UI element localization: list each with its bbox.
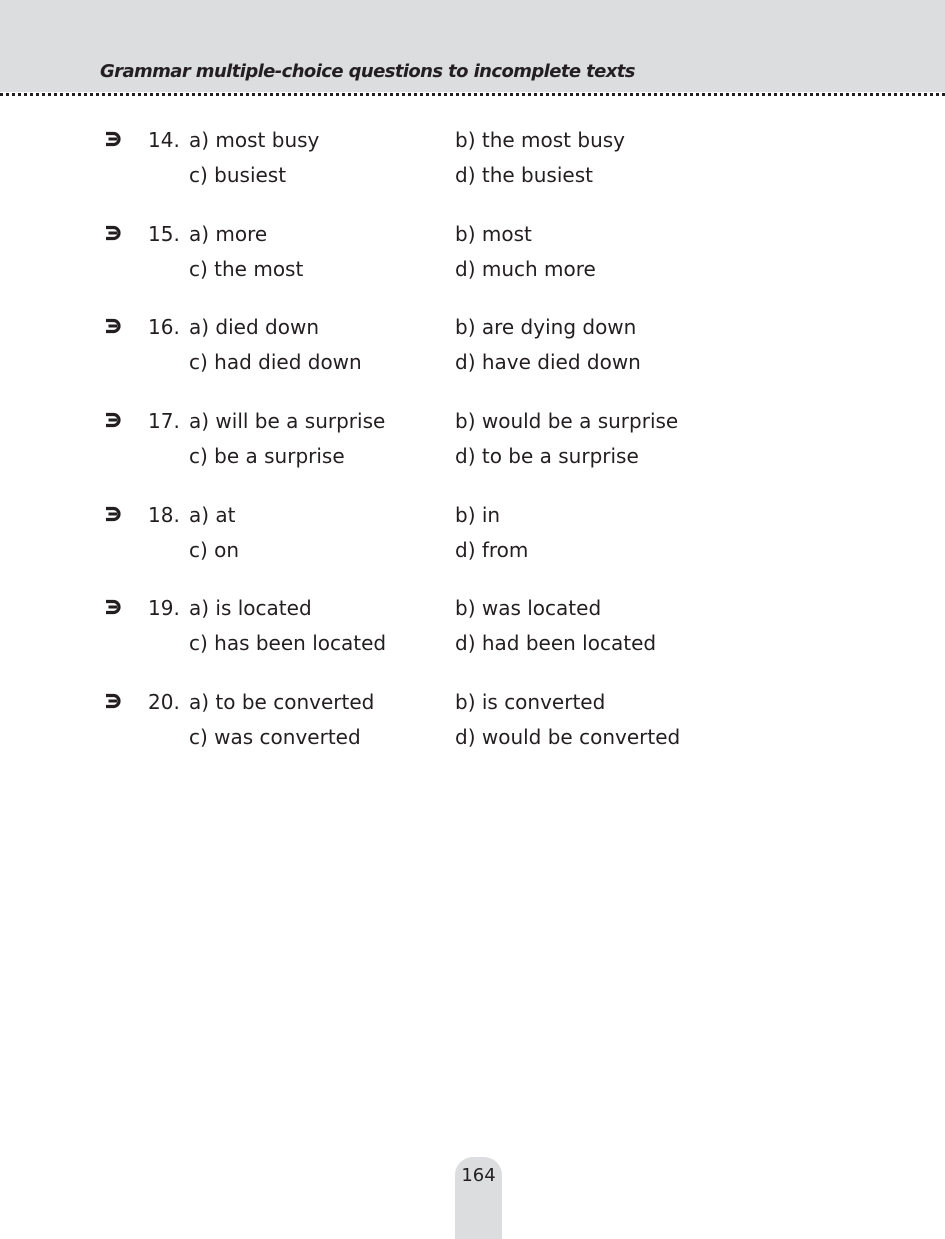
hook-arrow-right-icon [104,691,124,711]
option-b: b) was located [455,596,602,620]
option-c: c) busiest [189,163,287,187]
option-a: a) at [189,503,236,527]
option-b: b) are dying down [455,315,637,339]
option-a: a) more [189,222,268,246]
option-a: a) is located [189,596,312,620]
hook-arrow-right-icon [104,410,124,430]
option-d: d) much more [455,257,596,281]
question-20 [0,689,945,759]
option-c: c) had died down [189,350,362,374]
hook-arrow-right-icon [104,223,124,243]
question-number: 16. [148,315,180,339]
question-18 [0,502,945,572]
option-a: a) died down [189,315,319,339]
option-c: c) on [189,538,240,562]
question-number: 15. [148,222,180,246]
option-a: a) will be a surprise [189,409,386,433]
option-b: b) in [455,503,501,527]
question-number: 18. [148,503,180,527]
option-d: d) had been located [455,631,657,655]
option-d: d) the busiest [455,163,593,187]
option-c: c) was converted [189,725,361,749]
option-b: b) is converted [455,690,606,714]
hook-arrow-right-icon [104,597,124,617]
option-b: b) the most busy [455,128,625,152]
option-d: d) have died down [455,350,641,374]
page-header-title: Grammar multiple-choice questions to incomplete texts [100,61,635,82]
option-d: d) to be a surprise [455,444,639,468]
option-d: d) would be converted [455,725,681,749]
question-number: 20. [148,690,180,714]
question-14 [0,127,945,197]
option-c: c) has been located [189,631,387,655]
question-16 [0,314,945,384]
question-number: 19. [148,596,180,620]
question-number: 14. [148,128,180,152]
question-15 [0,221,945,291]
option-b: b) most [455,222,532,246]
option-b: b) would be a surprise [455,409,679,433]
option-a: a) most busy [189,128,320,152]
header-dotted-divider [0,93,945,96]
hook-arrow-right-icon [104,504,124,524]
question-number: 17. [148,409,180,433]
question-17 [0,408,945,478]
page-number: 164 [461,1165,496,1186]
option-a: a) to be converted [189,690,375,714]
hook-arrow-right-icon [104,129,124,149]
hook-arrow-right-icon [104,316,124,336]
question-19 [0,595,945,665]
option-d: d) from [455,538,529,562]
option-c: c) be a surprise [189,444,345,468]
option-c: c) the most [189,257,304,281]
